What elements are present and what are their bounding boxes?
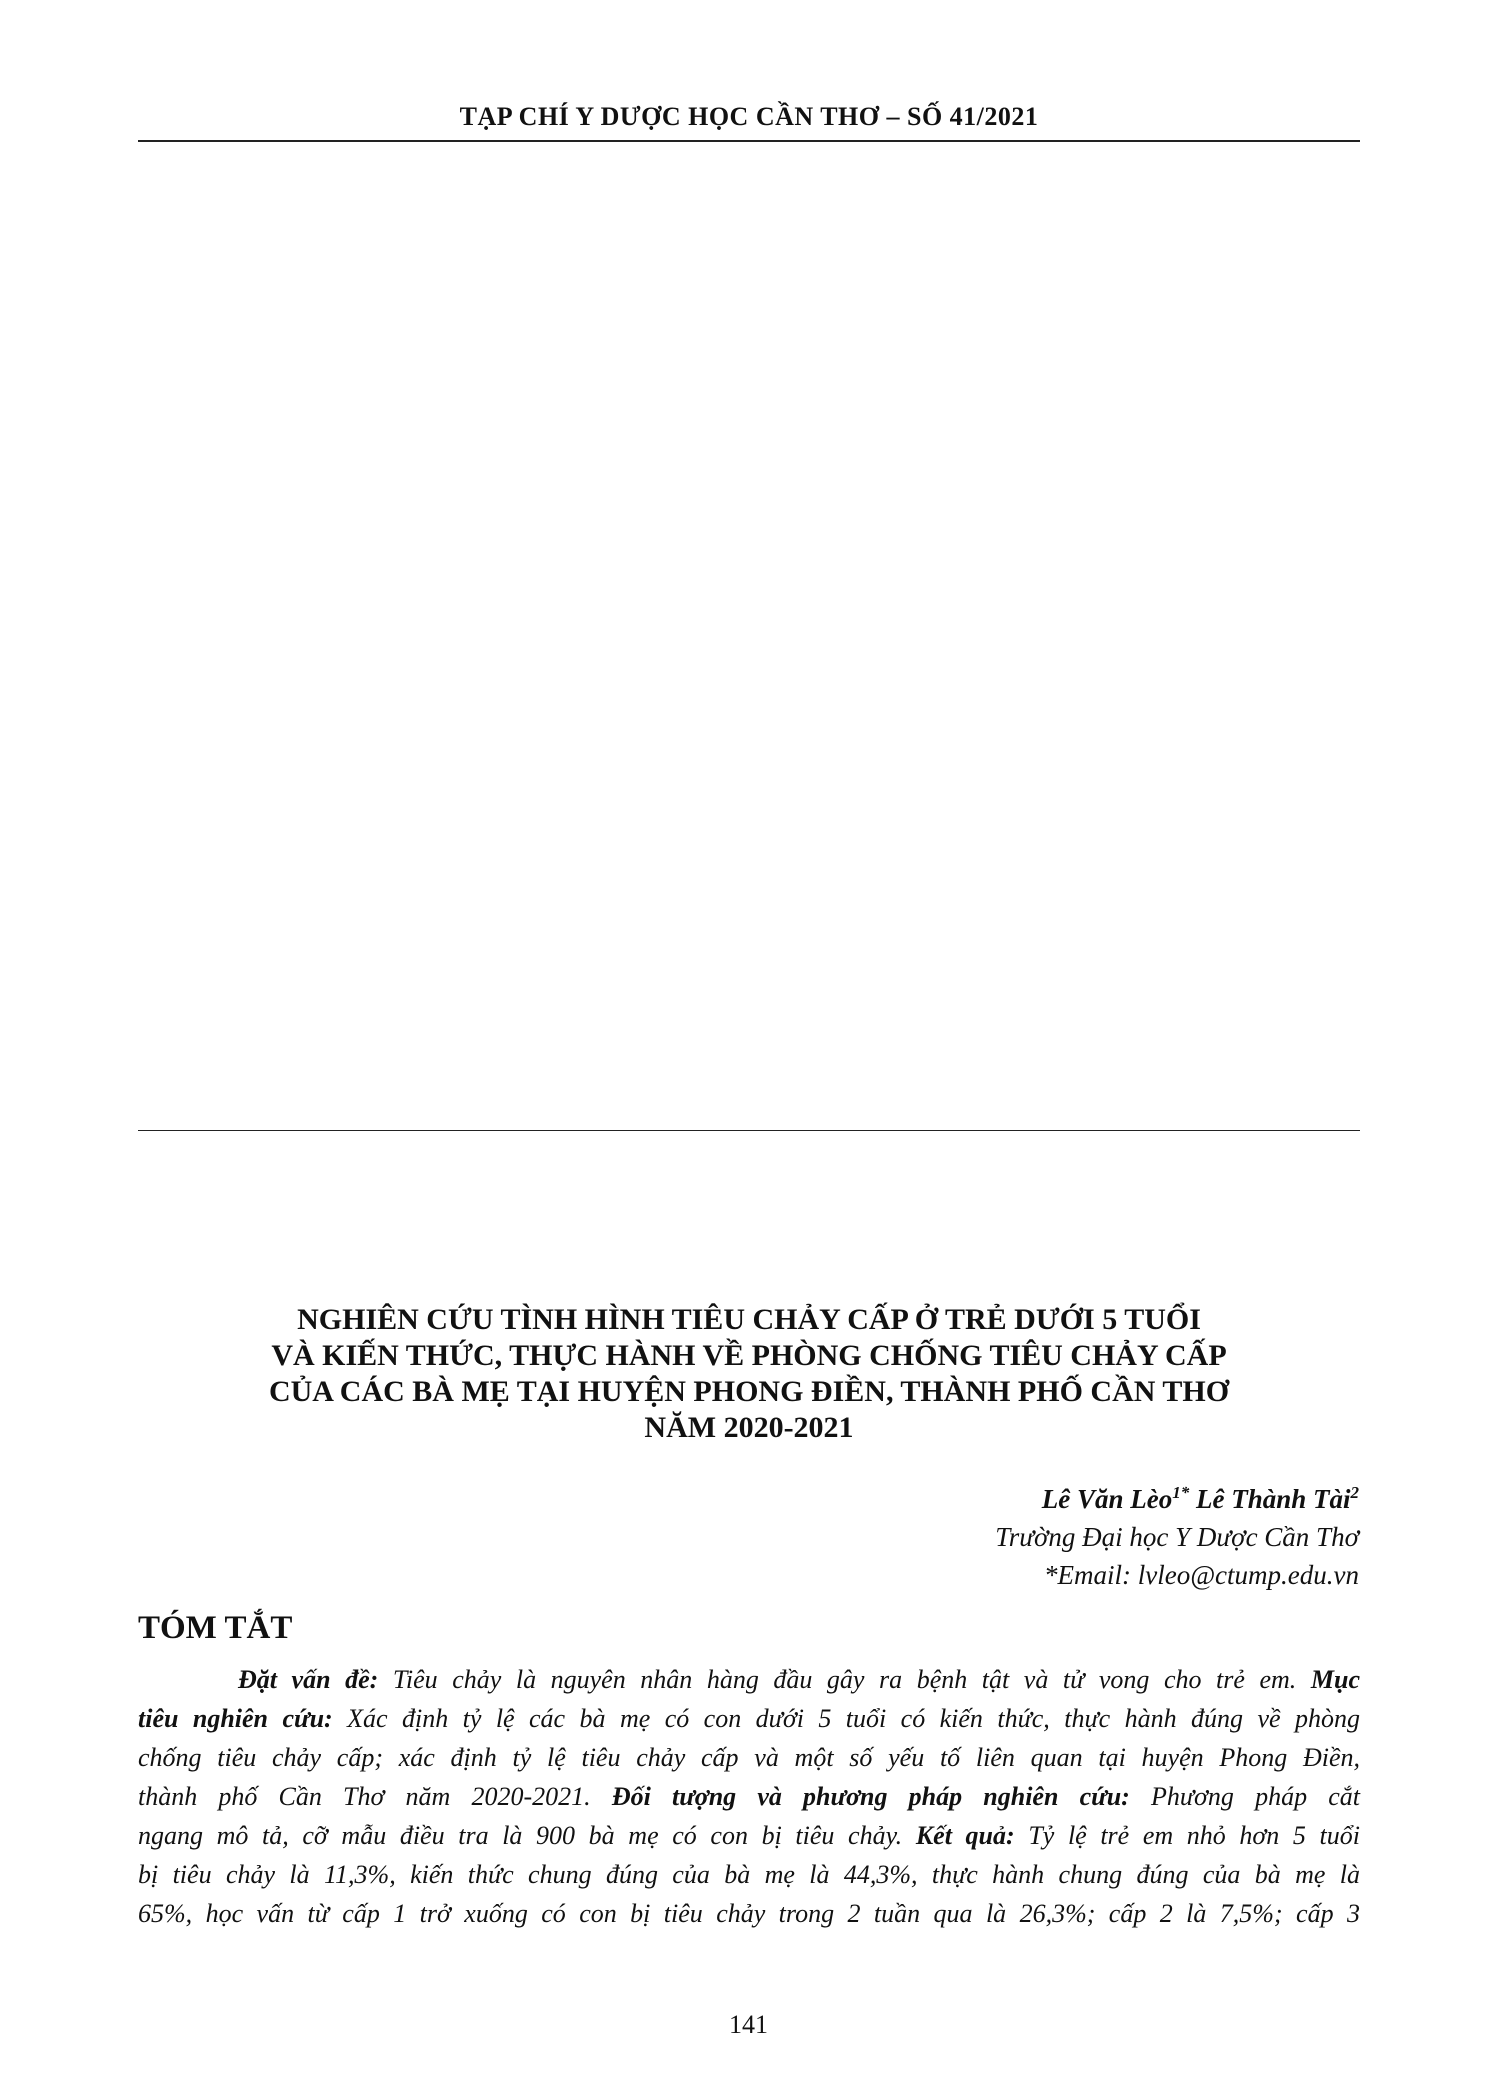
title-line: NGHIÊN CỨU TÌNH HÌNH TIÊU CHẢY CẤP Ở TRẺ DƯỚI 5 TUỔI (297, 1303, 1201, 1336)
author-2: Lê Thành Tài (1195, 1484, 1351, 1514)
journal-header: TẠP CHÍ Y DƯỢC HỌC CẦN THƠ – SỐ 41/2021 (459, 102, 1039, 131)
author-names (995, 1474, 1359, 1518)
label-results: Kết quả: (915, 1821, 1015, 1850)
abstract-body (138, 1660, 1360, 1933)
label-objectives-cont: tiêu nghiên cứu: (138, 1704, 333, 1733)
abstract-line: ngang mô tả, cỡ mẫu điều tra là 900 bà mẹ có con bị tiêu chảy. Kết quả: Tỷ lệ trẻ em nhỏ hơn 5 tuổi (138, 1821, 1360, 1850)
abstract-line: bị tiêu chảy là 11,3%, kiến thức chung đúng của bà mẹ là 44,3%, thực hành chung đúng của bà mẹ là (138, 1860, 1360, 1889)
author-1: Lê Văn Lèo (1041, 1484, 1173, 1514)
author-1-mark: 1* (1172, 1483, 1190, 1502)
label-objectives: Mục (1310, 1665, 1360, 1694)
abstract-heading: TÓM TẮT (138, 1610, 293, 1646)
label-background: Đặt vấn đề: (238, 1665, 379, 1694)
title-line: NĂM 2020-2021 (644, 1411, 854, 1444)
section-divider (138, 1130, 1360, 1131)
abstract-line: Đặt vấn đề: Tiêu chảy là nguyên nhân hàng đầu gây ra bệnh tật và tử vong cho trẻ em. Mục (238, 1665, 1360, 1694)
header-rule (138, 140, 1360, 142)
abstract-line: chống tiêu chảy cấp; xác định tỷ lệ tiêu chảy cấp và một số yếu tố liên quan tại huyện Phong Điền, (138, 1743, 1360, 1772)
author-email: *Email: lvleo@ctump.edu.vn (1044, 1560, 1359, 1590)
abstract-line: 65%, học vấn từ cấp 1 trở xuống có con bị tiêu chảy trong 2 tuần qua là 26,3%; cấp 2 là 7,5%; cấp 3 (138, 1899, 1360, 1928)
abstract-line: tiêu nghiên cứu: Xác định tỷ lệ các bà mẹ có con dưới 5 tuổi có kiến thức, thực hành đúng về phòng (138, 1704, 1360, 1733)
abstract-line: thành phố Cần Thơ năm 2020-2021. Đối tượng và phương pháp nghiên cứu: Phương pháp cắt (138, 1782, 1361, 1811)
page-number: 141 (729, 2010, 768, 2039)
title-line: CỦA CÁC BÀ MẸ TẠI HUYỆN PHONG ĐIỀN, THÀNH PHỐ CẦN THƠ (268, 1375, 1230, 1408)
author-block (995, 1474, 1359, 1594)
affiliation: Trường Đại học Y Dược Cần Thơ (995, 1522, 1359, 1552)
author-2-mark: 2 (1350, 1483, 1359, 1502)
title-line: VÀ KIẾN THỨC, THỰC HÀNH VỀ PHÒNG CHỐNG TIÊU CHẢY CẤP (271, 1339, 1227, 1372)
label-methods: Đối tượng và phương pháp nghiên cứu: (611, 1782, 1130, 1811)
article-title (138, 1302, 1360, 1446)
